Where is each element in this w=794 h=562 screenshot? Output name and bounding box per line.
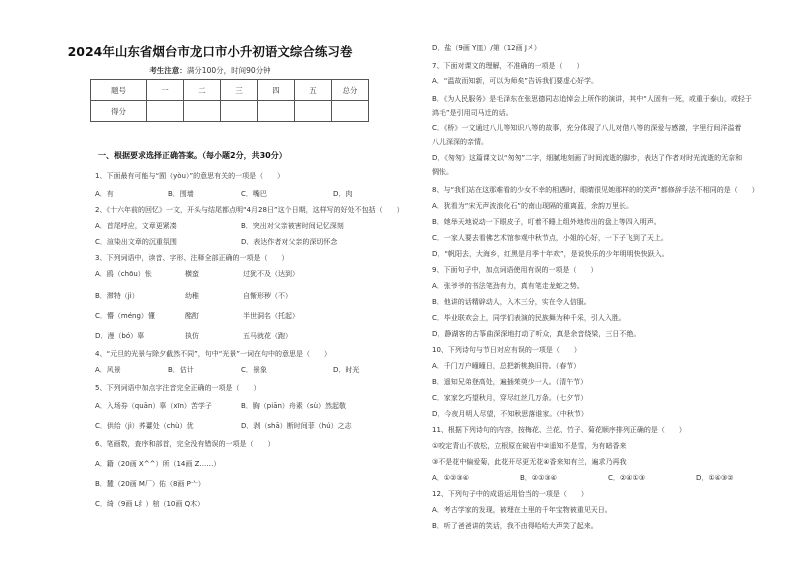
score-header-cell: 总分 (332, 80, 369, 101)
q3-option-a-word: 横蛮 (185, 270, 199, 278)
q3-option-c-idiom: 半世洞名（托起） (243, 312, 299, 320)
q5-option-b[interactable]: B．胸（piān）舟素（sù）然起敬 (241, 402, 346, 410)
question-11: 11、根据下列诗句的内容，按梅花、兰花、竹子、菊花顺序排列正确的是（ ） (432, 426, 686, 434)
q8-option-c[interactable]: C．一家人要去看佛艺术馆参观中秋节点，小姐的心好，一下子飞到了天上。 (432, 234, 668, 242)
question-2: 2、《十六年前的回忆》一文，开头与结尾都点明“4月28日”这个日期，这样写的好处不包括（ ） (95, 206, 404, 214)
q9-option-c[interactable]: C．毕业联欢会上，同学们表演的民族舞为种千采，引人入胜。 (432, 314, 626, 322)
q3-option-a[interactable]: A．鸥（chōu）怅 (95, 270, 152, 278)
section-heading: 一、根据要求选择正确答案。（每小题2分，共30分） (98, 151, 287, 160)
q3-option-d-idiom: 五马就花（跑） (243, 332, 292, 340)
q7-option-d[interactable]: D．《匆匆》这篇课文以“匆匆”二字，细腻地刻画了时间流逝的脚步，表达了作者对时光流逝的无奈和 (432, 154, 743, 162)
q5-option-c[interactable]: C．供给（jì）荞薹处（chù）优 (95, 422, 194, 430)
q7-option-c[interactable]: C．《桥》一文通过八儿等知识八等的故事，充分体现了八儿对借八等的深爱与感激，字里行间洋溢着 (432, 124, 742, 132)
q7-option-a[interactable]: A．“温故而知新，可以为师矣”告诉我们要虚心好学。 (432, 77, 599, 85)
question-7: 7、下面对课文的理解，不准确的一项是（ ） (432, 62, 584, 70)
score-header-cell: 三 (221, 80, 258, 101)
q7-option-c-cont: 八儿深深的亲情。 (432, 138, 488, 146)
q6-option-c[interactable]: C．绮（9画 L纟）棺（10画 Q木） (95, 500, 205, 508)
question-1: 1、下面最有可能与“囿（yòu）”的意思有关的一项是（ ） (95, 172, 285, 180)
score-input-cell[interactable] (332, 101, 369, 122)
page-title: 2024年山东省烟台市龙口市小升初语文综合练习卷 (67, 44, 353, 59)
question-12: 12、下列句子中的成语运用恰当的一项是（ ） (432, 490, 588, 498)
score-input-cell[interactable] (258, 101, 295, 122)
q3-option-d-word: 执仿 (185, 332, 199, 340)
q4-option-b[interactable]: B．估计 (168, 366, 194, 374)
q9-option-a[interactable]: A．张爷爷的书法笔劲有力，真有笔走龙蛇之势。 (432, 282, 584, 290)
q11-option-d[interactable]: D．①④③② (696, 474, 734, 482)
score-input-cell[interactable] (184, 101, 221, 122)
question-9: 9、下面句子中，加点词语使用有误的一项是（ ） (432, 266, 598, 274)
q11-line-1: ①咬定青山不放松，立根原在破岩中②遥知不是雪，为有暗香来 (432, 442, 627, 450)
q1-option-b[interactable]: B．围墙 (168, 190, 194, 198)
q8-option-a[interactable]: A．犹看为“宋无声波浪化石”的南山现隔的重离蓝，余韵万里长。 (432, 202, 634, 210)
score-header-cell: 题号 (91, 80, 147, 101)
score-input-cell[interactable] (147, 101, 184, 122)
q3-option-d[interactable]: D．漫（bó）辜 (95, 332, 145, 340)
q10-option-c[interactable]: C．家家乞巧望秋月，穿尽红丝几万条。（七夕节） (432, 394, 588, 402)
q11-option-b[interactable]: B．②①③④ (520, 474, 557, 482)
question-3: 3、下列词语中，读音、字形、注释全部正确的一项是（ ） (95, 254, 289, 262)
q1-option-a[interactable]: A．有 (95, 190, 114, 198)
q11-option-c[interactable]: C．②④①③ (608, 474, 645, 482)
exam-notice (0, 65, 420, 76)
score-table-score-row (91, 101, 369, 122)
q6-option-b[interactable]: B．麓（20画 M厂）佑（8画 P亠） (95, 480, 205, 488)
q2-option-c[interactable]: C．渲染出文章的沉重氛围 (95, 238, 177, 246)
q2-option-d[interactable]: D．表达作者对父亲的深切怀念 (241, 238, 338, 246)
score-header-cell: 一 (147, 80, 184, 101)
q6-option-a[interactable]: A．籍（20画 X^^）所（14画 Z……） (95, 460, 221, 468)
score-input-cell[interactable] (221, 101, 258, 122)
q11-line-2: ③不是花中偏爱菊，此花开尽更无花④香来知有兰，遍求乃再我 (432, 458, 627, 466)
q3-option-a-idiom: 过犹不及（达到） (243, 270, 299, 278)
q3-option-b-idiom: 自惭形秽（不） (243, 292, 292, 300)
q4-option-a[interactable]: A．风景 (95, 366, 121, 374)
q4-option-d[interactable]: D．时光 (333, 366, 360, 374)
q7-option-b[interactable]: B．《为人民服务》是毛泽东在张思德同志追悼会上所作的演讲，其中“人固有一死，或重于泰山，或轻于 (432, 95, 752, 103)
question-8: 8、与“我们站在这那难看的少女不幸的相遇时，眼睛很见她那样的的笑声”都修辞手法不相同的是（ ） (432, 186, 759, 194)
score-table-header-row (91, 80, 369, 101)
q1-option-d[interactable]: D．肉 (333, 190, 353, 198)
q1-option-c[interactable]: C．嘴巴 (241, 190, 267, 198)
q7-option-b-cont: 鸿毛”是引用司马迁的话。 (432, 109, 513, 117)
notice-label: 考生注意： (149, 66, 187, 75)
score-table (90, 79, 369, 122)
q8-option-b[interactable]: B．她举天地说动一下眼皮子，叮着不睡上组外地传出的盘上等四入明声。 (432, 218, 661, 226)
q8-option-d[interactable]: D．“帆阳去，大海乡，红黑是月季十年欢”，是说快乐的少年明明快快跃入。 (432, 250, 669, 258)
question-6: 6、笔画数，查序和部首，完全没有错误的一项是（ ） (95, 440, 275, 448)
question-5: 5、下列词语中加点字注音完全正确的一项是（ ） (95, 384, 261, 392)
score-header-cell: 四 (258, 80, 295, 101)
q3-option-c[interactable]: C．懵（méng）懂 (95, 312, 155, 320)
score-row-label: 得分 (91, 101, 147, 122)
q7-option-d-cont: 惆怅。 (432, 168, 453, 176)
q10-option-a[interactable]: A．千门万户曈曈日，总把新桃换旧符。（春节） (432, 362, 581, 370)
q2-option-b[interactable]: B．突出对父亲被害时间记忆深刻 (241, 222, 344, 230)
notice-text: 满分100分，时间90分钟 (186, 66, 271, 75)
q12-option-a[interactable]: A．考古学家的发现，被埋在土里的千年宝物被重见天日。 (432, 506, 612, 514)
q11-option-a[interactable]: A．①②③④ (432, 474, 469, 482)
q9-option-d[interactable]: D．静湖客的古筝曲深深地打动了听众，真是余音绕梁，三日不绝。 (432, 330, 641, 338)
score-header-cell: 二 (184, 80, 221, 101)
question-4: 4、“元旦的光景与除夕截然不同”，句中“光景”一词在句中的意思是（ ） (95, 350, 331, 358)
q3-option-b-word: 幼稚 (185, 292, 199, 300)
q5-option-a[interactable]: A．入场券（quān）辜（xīn）苦学子 (95, 402, 212, 410)
q12-option-b[interactable]: B．听了爸爸讲的笑话，我不由得哈哈大声笑了起来。 (432, 522, 598, 530)
q10-option-b[interactable]: B．遥知兄弟登高处，遍插茱萸少一人。（清午节） (432, 378, 588, 386)
score-input-cell[interactable] (295, 101, 332, 122)
score-header-cell: 五 (295, 80, 332, 101)
q3-option-b[interactable]: B．滞特（jì） (95, 292, 139, 300)
q4-option-c[interactable]: C．景象 (241, 366, 267, 374)
q6-option-d[interactable]: D．盐（9画 Y皿）/第（12画 J㐅） (432, 44, 541, 52)
q3-option-c-word: 酩酊 (185, 312, 199, 320)
q10-option-d[interactable]: D．今夜月明人尽望，不知秋思落谁家。（中秋节） (432, 410, 588, 418)
q9-option-b[interactable]: B．他讲的话精辟动人，入木三分，实在令人信服。 (432, 298, 591, 306)
question-10: 10、下列诗句与节日对应有误的一项是（ ） (432, 346, 581, 354)
q5-option-d[interactable]: D．剥（shā）断时间菲（hú）之志 (241, 422, 352, 430)
q2-option-a[interactable]: A．首尾呼应，文章更紧凑 (95, 222, 177, 230)
